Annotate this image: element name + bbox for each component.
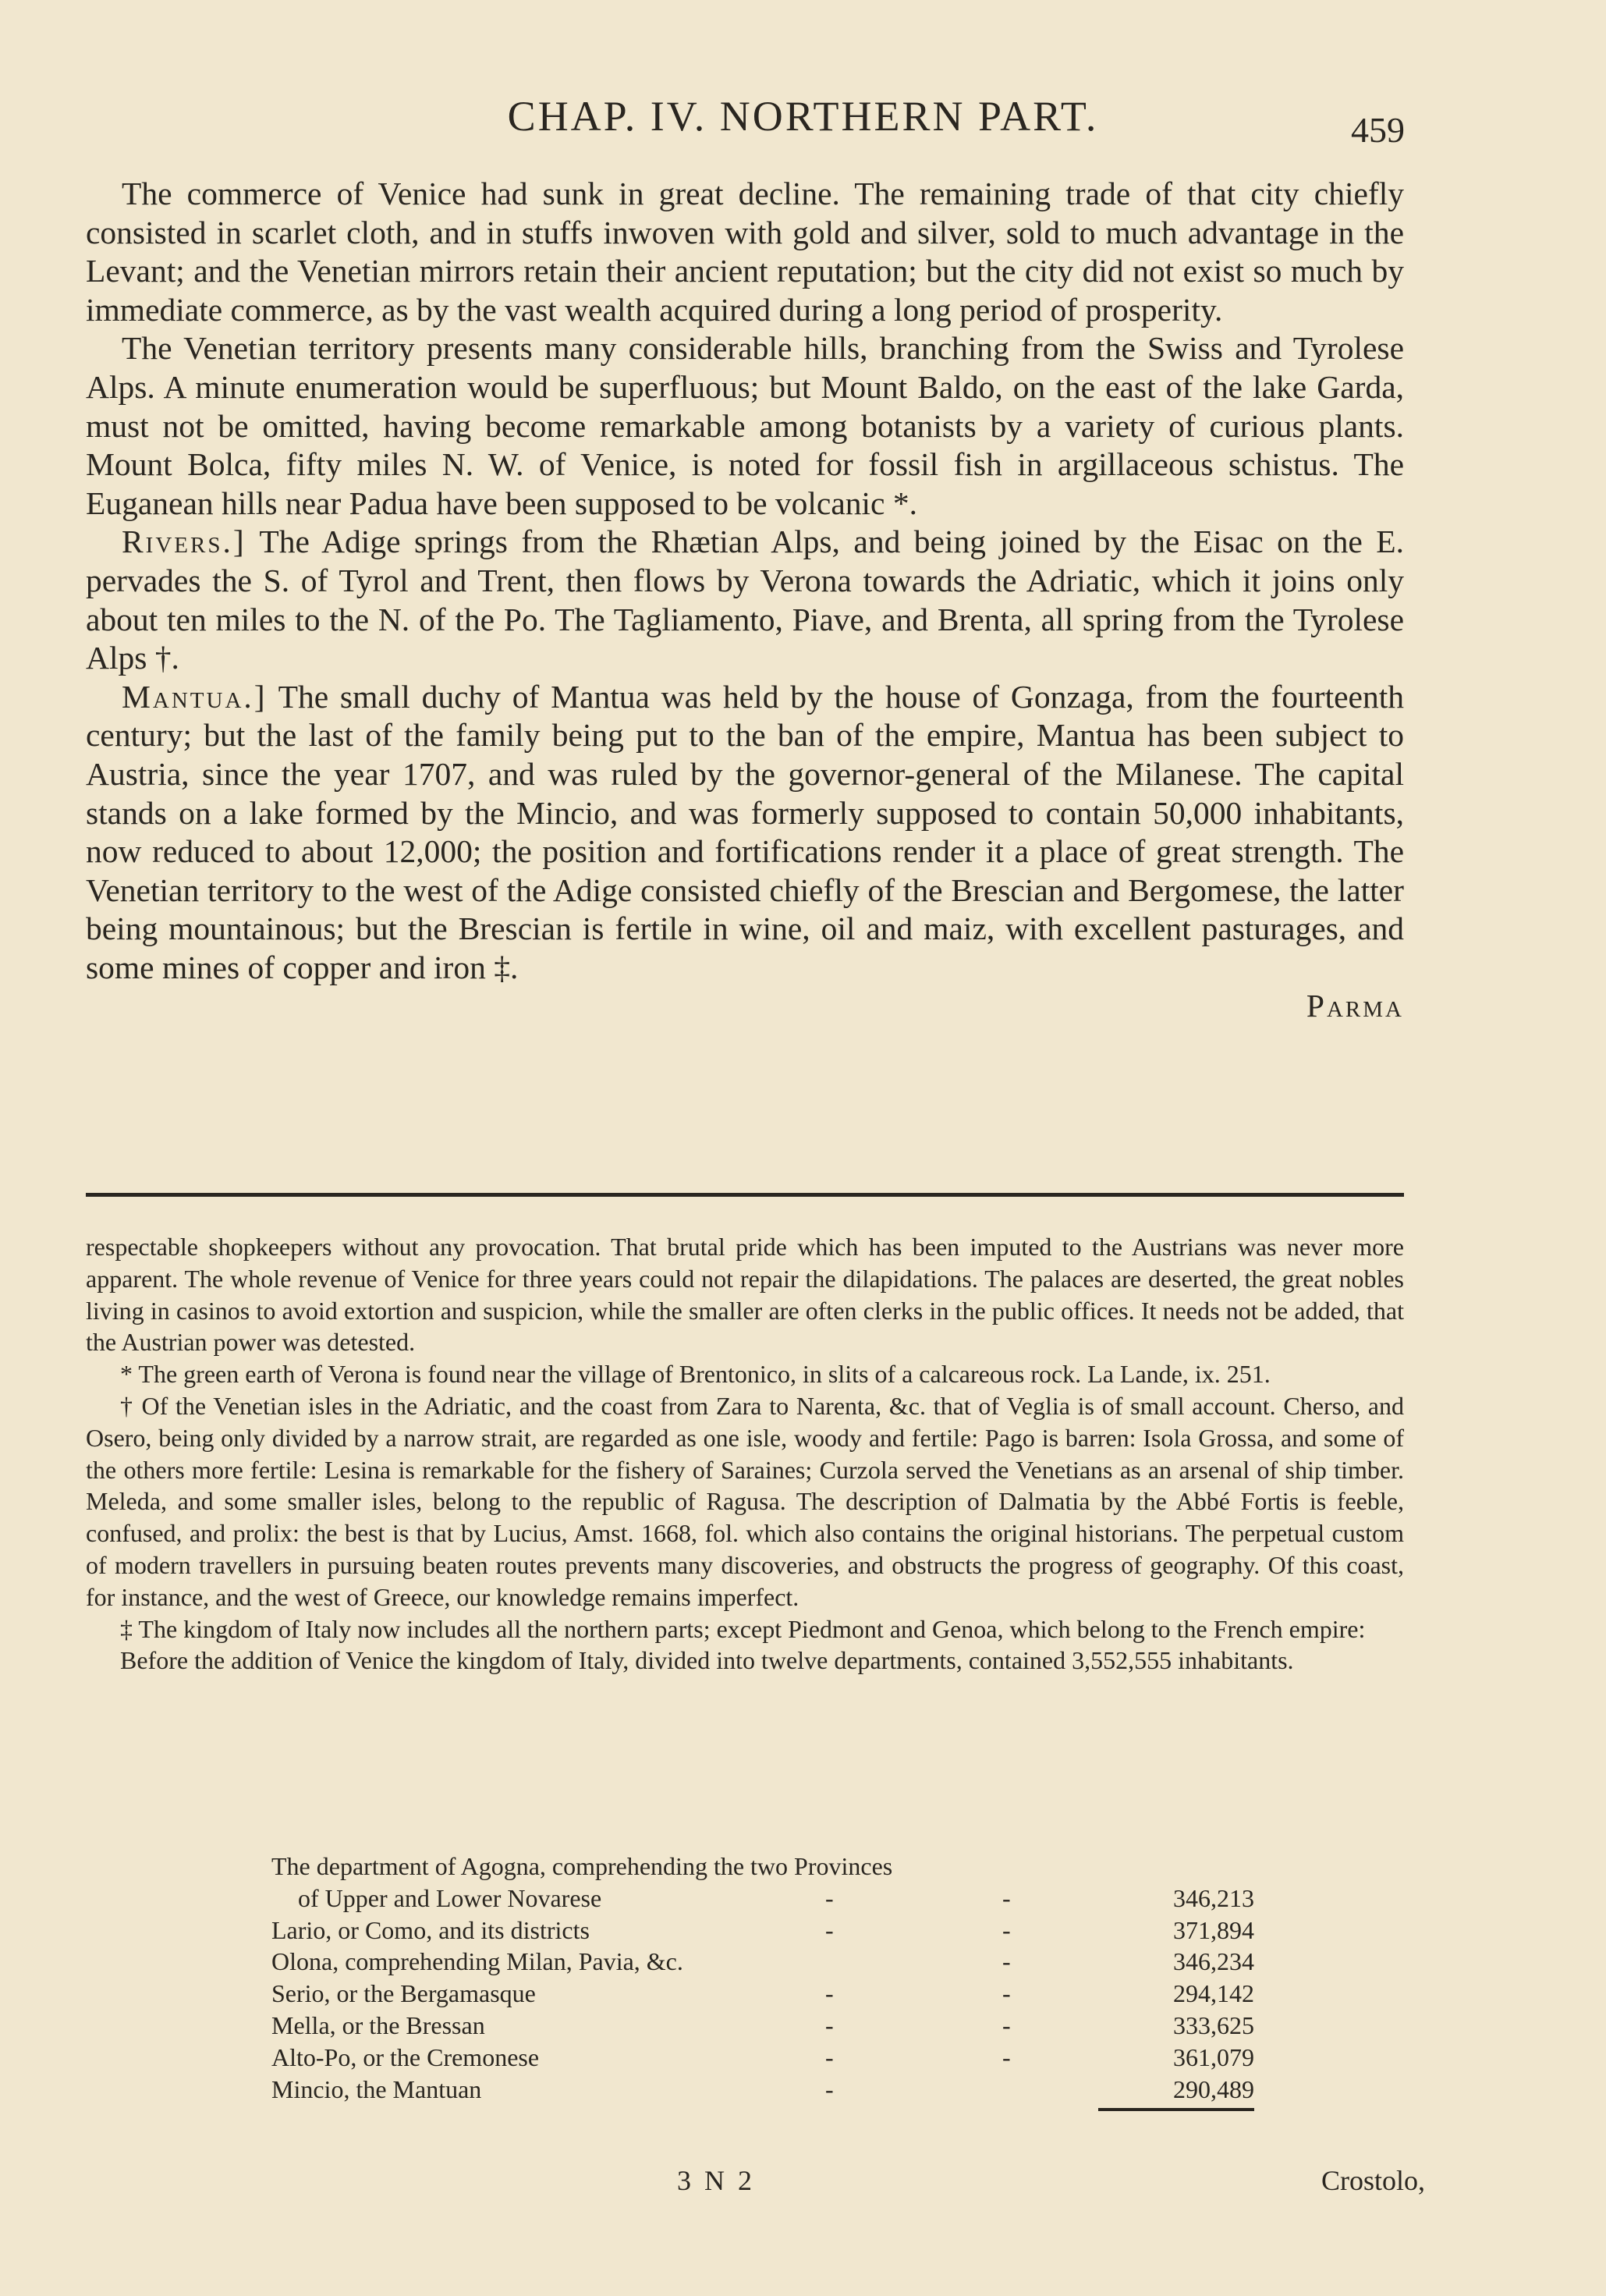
department-table [271, 1851, 1254, 2137]
department-name: Serio, or the Bergamasque [271, 1979, 536, 2008]
leader-dash: - [825, 1883, 834, 1912]
paragraph-mantua [86, 678, 1404, 988]
leader-dash: - [1002, 1979, 1011, 2008]
table-total-rule [1098, 2108, 1254, 2111]
department-name: Lario, or Como, and its districts [271, 1915, 590, 1944]
department-name: Alto-Po, or the Cremonese [271, 2042, 540, 2071]
table-row [271, 1946, 1254, 1978]
page-header [0, 92, 1606, 150]
table-row [271, 2042, 1254, 2074]
leader-dash: - [825, 2042, 834, 2071]
department-name: Mella, or the Bressan [271, 2010, 485, 2039]
table-row [271, 2010, 1254, 2042]
table-row [271, 1883, 1254, 1915]
department-name: of Upper and Lower Novarese [298, 1883, 602, 1912]
running-head: CHAP. IV. NORTHERN PART. [507, 93, 1099, 140]
main-catchword: Parma [1306, 988, 1404, 1024]
leader-dash: - [1002, 1883, 1011, 1912]
department-population: 346,213 [1173, 1883, 1254, 1912]
footnote-double-dagger: ‡ The kingdom of Italy now includes all the northern parts; except Piedmont and Genoa, which belong to the French empire: [120, 1614, 1366, 1643]
footnote-dagger: † Of the Venetian isles in the Adriatic, and the coast from Zara to Narenta, &c. that of Veglia is of small account. Cherso, and Osero, being only divided by a narrow strait, are regarded as one isle, woody and fertile: Pago is barren: Isola Grossa, and some of the others more fertile: Lesina is remarkable for the fishery of Saraines; Curzola served the Venetians as an arsenal of ship timber. Meleda, and some smaller isles, belong to the republic of Ragusa. The description of Dalmatia by the Abbé Fortis is feeble, confused, and prolix: the best is that by Lucius, Amst. 1668, fol. which also contains the original historians. The perpetual custom of modern travellers in pursuing beaten routes prevents many discoveries, and obstructs the progress of geography. Of this coast, for instance, and the west of Greece, our knowledge remains imperfect. [86, 1391, 1404, 1611]
page-footer [0, 2164, 1606, 2203]
paragraph-territory: The Venetian territory presents many considerable hills, branching from the Swiss and Tyrolese Alps. A minute enumeration would be superfluous; but Mount Baldo, on the east of the lake Garda, must not be omitted, having become remarkable among botanists by a variety of curious plants. Mount Bolca, fifty miles N. W. of Venice, is noted for fossil fish in argillaceous schistus. The Euganean hills near Padua have been supposed to be volcanic *. [86, 330, 1404, 521]
leader-dash: - [825, 2074, 834, 2103]
department-population: 333,625 [1173, 2010, 1254, 2039]
footer-catchword: Crostolo, [1321, 2165, 1425, 2196]
leader-dash: - [1002, 1915, 1011, 1944]
department-population: 290,489 [1173, 2074, 1254, 2103]
department-name: Mincio, the Mantuan [271, 2074, 482, 2103]
department-population: 294,142 [1173, 1979, 1254, 2008]
signature-mark: 3 N 2 [677, 2165, 755, 2196]
page-number: 459 [1351, 110, 1405, 150]
footnotes [86, 1231, 1404, 1677]
table-total-rule-row [271, 2105, 1254, 2137]
table-row [271, 2074, 1254, 2106]
leader-dash: - [1002, 2010, 1011, 2039]
section-heading-rivers: Rivers.] [122, 523, 246, 560]
footnote-population: Before the addition of Venice the kingdom of Italy, divided into twelve departments, contained 3,552,555 inhabitants. [120, 1646, 1294, 1675]
paragraph-mantua-text: The small duchy of Mantua was held by the house of Gonzaga, from the fourteenth century; but the last of the family being put to the ban of the empire, Mantua has been subject to Austria, since the year 1707, and was ruled by the governor-general of the Milanese. The capital stands on a lake formed by the Mincio, and was formerly supposed to contain 50,000 inhabitants, now reduced to about 12,000; the position and fortifications render it a place of great strength. The Venetian territory to the west of the Adige consisted chiefly of the Brescian and Bergomese, the latter being mountainous; but the Brescian is fertile in wine, oil and maiz, with excellent pasturages, and some mines of copper and iron ‡. [86, 678, 1404, 985]
main-text [86, 175, 1404, 1026]
paragraph-commerce: The commerce of Venice had sunk in great decline. The remaining trade of that city chiefly consisted in scarlet cloth, and in stuffs inwoven with gold and silver, sold to much advantage in the Levant; and the Venetian mirrors retain their ancient reputation; but the city did not exist so much by immediate commerce, as by the vast wealth acquired during a long period of prosperity. [86, 176, 1404, 328]
section-heading-mantua: Mantua.] [122, 678, 268, 715]
leader-dash: - [1002, 1947, 1011, 1976]
leader-dash: - [825, 2010, 834, 2039]
footnote-continued: respectable shopkeepers without any provocation. That brutal pride which has been imputed to the Austrians was never more apparent. The whole revenue of Venice for three years could not repair the dilapidations. The palaces are deserted, the great nobles living in casinos to avoid extortion and suspicion, while the smaller are often clerks in the public offices. It needs not be added, that the Austrian power was detested. [86, 1233, 1404, 1357]
table-row [271, 1978, 1254, 2010]
department-population: 361,079 [1173, 2042, 1254, 2071]
leader-dash: - [825, 1915, 834, 1944]
department-table-head: The department of Agogna, comprehending the two Provinces [271, 1852, 893, 1880]
leader-dash: - [825, 1979, 834, 2008]
footnote-rule [86, 1193, 1404, 1197]
paragraph-rivers-text: The Adige springs from the Rhætian Alps, and being joined by the Eisac on the E. pervades the S. of Tyrol and Trent, then flows by Verona towards the Adriatic, which it joins only about ten miles to the N. of the Po. The Tagliamento, Piave, and Brenta, all spring from the Tyrolese Alps †. [86, 523, 1404, 676]
footnote-star: * The green earth of Verona is found near the village of Brentonico, in slits of a calcareous rock. La Lande, ix. 251. [120, 1360, 1271, 1389]
department-population: 346,234 [1173, 1947, 1254, 1976]
leader-dash: - [1002, 2042, 1011, 2071]
department-population: 371,894 [1173, 1915, 1254, 1944]
department-name: Olona, comprehending Milan, Pavia, &c. [271, 1947, 683, 1976]
paragraph-rivers [86, 523, 1404, 677]
table-row [271, 1915, 1254, 1946]
